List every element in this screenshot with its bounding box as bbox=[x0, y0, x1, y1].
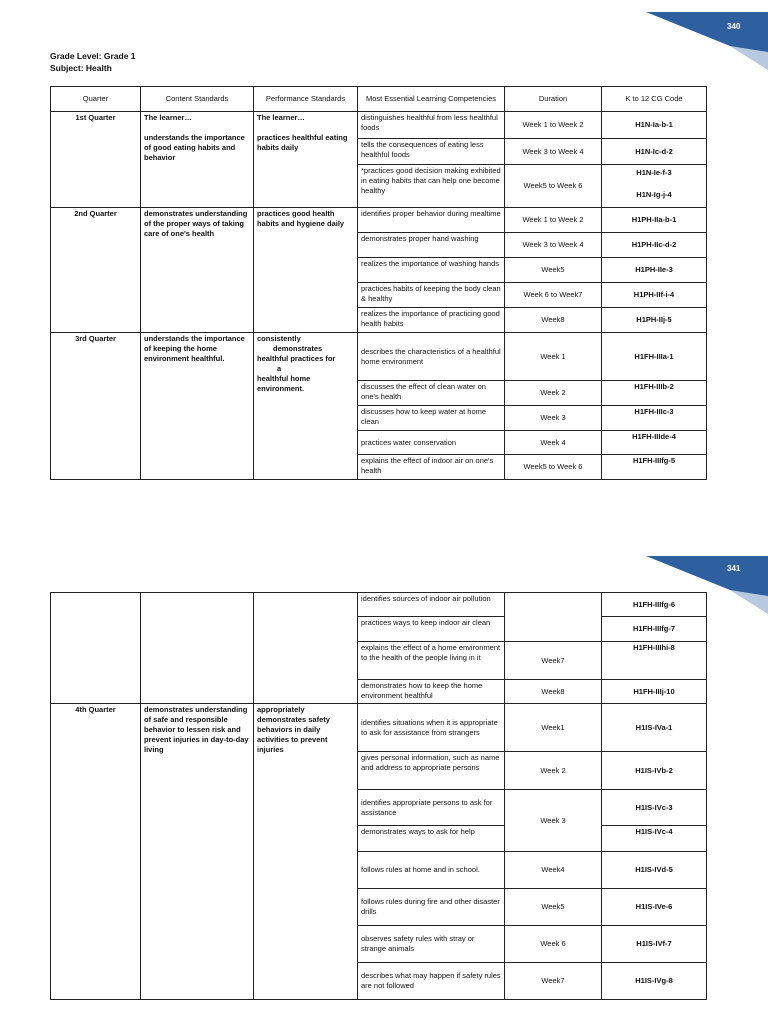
performance-standard-cell-empty bbox=[254, 593, 358, 704]
melc-cell: realizes the importance of practicing good health habits bbox=[358, 308, 505, 333]
code-cell: H1FH-IIIfg-6 bbox=[602, 593, 707, 617]
code-cell: H1IS-IVg-8 bbox=[602, 963, 707, 1000]
melc-cell: observes safety rules with stray or strange animals bbox=[358, 926, 505, 963]
content-standard-cell: understands the importance of keeping the home environment healthful. bbox=[141, 333, 254, 480]
table-row bbox=[51, 333, 707, 381]
quarter-cell: 4th Quarter bbox=[51, 704, 141, 1000]
melc-cell: demonstrates ways to ask for help bbox=[358, 826, 505, 852]
col-cg-code: K to 12 CG Code bbox=[602, 87, 707, 112]
code-cell: H1FH-IIIfg-7 bbox=[602, 617, 707, 642]
duration-cell: Week1 bbox=[505, 704, 602, 752]
duration-cell: Week 2 bbox=[505, 752, 602, 790]
duration-cell: Week5 to Week 6 bbox=[505, 455, 602, 480]
code-cell: H1FH-IIIb-2 bbox=[602, 381, 707, 406]
page-corner-decoration bbox=[646, 0, 768, 80]
code-cell: H1N-Ic-d-2 bbox=[602, 139, 707, 165]
melc-cell: discusses how to keep water at home clean bbox=[358, 406, 505, 431]
duration-cell: Week4 bbox=[505, 852, 602, 889]
table-header-row bbox=[51, 87, 707, 112]
page-number: 340 bbox=[727, 22, 741, 31]
quarter-cell: 2nd Quarter bbox=[51, 208, 141, 333]
col-performance-standards: Performance Standards bbox=[254, 87, 358, 112]
duration-cell: Week 6 to Week7 bbox=[505, 283, 602, 308]
col-content-standards: Content Standards bbox=[141, 87, 254, 112]
melc-cell: describes the characteristics of a healthful home environment bbox=[358, 333, 505, 381]
melc-cell: tells the consequences of eating less healthful foods bbox=[358, 139, 505, 165]
code-cell: H1IS-IVe-6 bbox=[602, 889, 707, 926]
performance-standard-cell: appropriately demonstrates safety behaviors in daily activities to prevent injuries bbox=[254, 704, 358, 1000]
duration-cell: Week 3 to Week 4 bbox=[505, 139, 602, 165]
melc-cell: distinguishes healthful from less healthful foods bbox=[358, 112, 505, 139]
duration-cell: Week 4 bbox=[505, 431, 602, 455]
duration-cell: Week 1 bbox=[505, 333, 602, 381]
code-cell: H1FH-IIIhi-8 bbox=[602, 642, 707, 680]
code-cell: H1IS-IVd-5 bbox=[602, 852, 707, 889]
melc-cell: follows rules during fire and other disaster drills bbox=[358, 889, 505, 926]
melc-cell: discusses the effect of clean water on one's health bbox=[358, 381, 505, 406]
duration-cell: Week7 bbox=[505, 963, 602, 1000]
duration-cell: Week 3 bbox=[505, 790, 602, 852]
melc-cell: identifies situations when it is appropriate to ask for assistance from strangers bbox=[358, 704, 505, 752]
content-standard-text: understands the importance of good eating habits and behavior bbox=[144, 133, 245, 162]
table-row bbox=[51, 593, 707, 617]
table-row bbox=[51, 704, 707, 752]
melc-cell: explains the effect of a home environment to the health of the people living in it bbox=[358, 642, 505, 680]
content-standard-cell: demonstrates understanding of safe and responsible behavior to lessen risk and prevent injuries in day-to-day living bbox=[141, 704, 254, 1000]
code-cell: H1IS-IVf-7 bbox=[602, 926, 707, 963]
code-cell: H1FH-IIIc-3 bbox=[602, 406, 707, 431]
duration-cell: Week 3 bbox=[505, 406, 602, 431]
duration-cell-empty bbox=[505, 593, 602, 642]
duration-cell: Week 6 bbox=[505, 926, 602, 963]
code-cell: H1IS-IVa-1 bbox=[602, 704, 707, 752]
col-melc: Most Essential Learning Competencies bbox=[358, 87, 505, 112]
duration-cell: Week 1 to Week 2 bbox=[505, 208, 602, 233]
curriculum-table-continued bbox=[50, 592, 707, 1000]
content-standard-cell: demonstrates understanding of the proper ways of taking care of one's health bbox=[141, 208, 254, 333]
performance-standard-cell: consistently demonstrates healthful practices for a healthful home environment. bbox=[254, 333, 358, 480]
duration-cell: Week8 bbox=[505, 680, 602, 704]
code-cell: H1PH-IIj-5 bbox=[602, 308, 707, 333]
content-standard-cell: The learner… understands the importance of good eating habits and behavior bbox=[141, 112, 254, 208]
duration-cell: Week 2 bbox=[505, 381, 602, 406]
code-cell: H1FH-IIIfg-5 bbox=[602, 455, 707, 480]
code-cell: H1FH-IIIj-10 bbox=[602, 680, 707, 704]
performance-standard-text: practices healthful eating habits daily bbox=[257, 133, 348, 152]
melc-cell: practices habits of keeping the body clean & healthy bbox=[358, 283, 505, 308]
duration-cell: Week 1 to Week 2 bbox=[505, 112, 602, 139]
quarter-cell: 3rd Quarter bbox=[51, 333, 141, 480]
melc-cell: demonstrates proper hand washing bbox=[358, 233, 505, 258]
performance-standard-cell: practices good health habits and hygiene daily bbox=[254, 208, 358, 333]
performance-standard-cell: The learner… practices healthful eating habits daily bbox=[254, 112, 358, 208]
melc-cell: demonstrates how to keep the home environment healthful bbox=[358, 680, 505, 704]
melc-cell: identifies proper behavior during mealtime bbox=[358, 208, 505, 233]
duration-cell: Week 3 to Week 4 bbox=[505, 233, 602, 258]
duration-cell: Week5 bbox=[505, 258, 602, 283]
code-cell: H1IS-IVc-3 bbox=[602, 790, 707, 826]
col-quarter: Quarter bbox=[51, 87, 141, 112]
melc-cell: identifies sources of indoor air pollution bbox=[358, 593, 505, 617]
grade-level: Grade Level: Grade 1 bbox=[50, 51, 136, 61]
table-row bbox=[51, 208, 707, 233]
melc-cell: practices ways to keep indoor air clean bbox=[358, 617, 505, 642]
duration-cell: Week5 to Week 6 bbox=[505, 165, 602, 208]
melc-cell: follows rules at home and in school. bbox=[358, 852, 505, 889]
code-cell: H1PH-IIc-d-2 bbox=[602, 233, 707, 258]
duration-cell: Week8 bbox=[505, 308, 602, 333]
melc-cell: practices water conservation bbox=[358, 431, 505, 455]
table-row bbox=[51, 112, 707, 139]
code-cell: H1FH-IIIde-4 bbox=[602, 431, 707, 455]
col-duration: Duration bbox=[505, 87, 602, 112]
duration-cell: Week7 bbox=[505, 642, 602, 680]
melc-cell: describes what may happen if safety rules are not followed bbox=[358, 963, 505, 1000]
melc-cell: explains the effect of indoor air on one's health bbox=[358, 455, 505, 480]
melc-cell: identifies appropriate persons to ask for assistance bbox=[358, 790, 505, 826]
code-cell: H1PH-IIa-b-1 bbox=[602, 208, 707, 233]
code-cell: H1PH-IIf-i-4 bbox=[602, 283, 707, 308]
subject: Subject: Health bbox=[50, 63, 112, 73]
page-341 bbox=[0, 540, 768, 1024]
quarter-cell: 1st Quarter bbox=[51, 112, 141, 208]
code-cell: H1FH-IIIa-1 bbox=[602, 333, 707, 381]
code-cell: H1PH-IIe-3 bbox=[602, 258, 707, 283]
code-cell: H1IS-IVb-2 bbox=[602, 752, 707, 790]
page-number: 341 bbox=[727, 564, 741, 573]
duration-cell: Week5 bbox=[505, 889, 602, 926]
melc-cell: gives personal information, such as name and address to appropriate persons bbox=[358, 752, 505, 790]
code-cell: H1N-Ia-b-1 bbox=[602, 112, 707, 139]
document-header bbox=[50, 50, 136, 74]
quarter-cell-empty bbox=[51, 593, 141, 704]
code-cell: H1IS-IVc-4 bbox=[602, 826, 707, 852]
curriculum-table bbox=[50, 86, 707, 480]
content-standard-cell-empty bbox=[141, 593, 254, 704]
melc-cell: realizes the importance of washing hands bbox=[358, 258, 505, 283]
code-cell: H1N-Ie-f-3 H1N-Ig-j-4 bbox=[602, 165, 707, 208]
melc-cell: *practices good decision making exhibited in eating habits that can help one become healthy bbox=[358, 165, 505, 208]
